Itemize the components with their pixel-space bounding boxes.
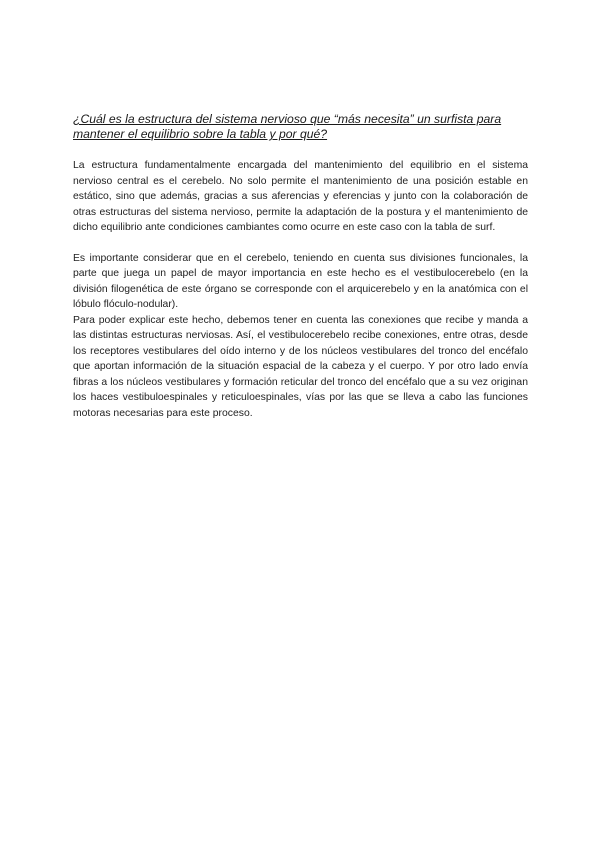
paragraph-2: Es importante considerar que en el cerebelo, teniendo en cuenta sus divisiones funcionales, la parte que juega un papel de mayor importancia en este hecho es el vestibulocerebelo (en la división filogenética de este órgano se corresponde con el arquicerebelo y en la anatómica con el lóbulo flóculo-nodular). [73, 252, 528, 310]
question-heading: ¿Cuál es la estructura del sistema nervioso que “más necesita” un surfista para mantener el equilibrio sobre la tabla y por qué? [73, 112, 502, 141]
paragraph-3: Para poder explicar este hecho, debemos tener en cuenta las conexiones que recibe y manda a las distintas estructuras nerviosas. Así, el vestibulocerebelo recibe conexiones, entre otras, desde los receptores vestibulares del oído interno y de los núcleos vestibulares del tronco del encéfalo que aportan información de la situación espacial de la cabeza y el cuerpo. Y por otro lado envía fibras a los núcleos vestibulares y formación reticular del tronco del encéfalo que a su vez originan los haces vestibuloespinales y reticuloespinales, vías por las que se lleva a cabo las funciones motoras necesarias para este proceso. [73, 314, 528, 419]
paragraph-1: La estructura fundamentalmente encargada del mantenimiento del equilibrio en el sistema nervioso central es el cerebelo. No solo permite el mantenimiento de una posición estable en estático, sino que además, gracias a sus aferencias y eferencias y junto con la colaboración de otras estructuras del sistema nervioso, permite la adaptación de la postura y el mantenimiento de dicho equilibrio ante condiciones cambiantes como ocurre en este caso con la tabla de surf. [73, 160, 528, 233]
paragraph-spacer [73, 236, 528, 251]
document-body [73, 112, 528, 421]
